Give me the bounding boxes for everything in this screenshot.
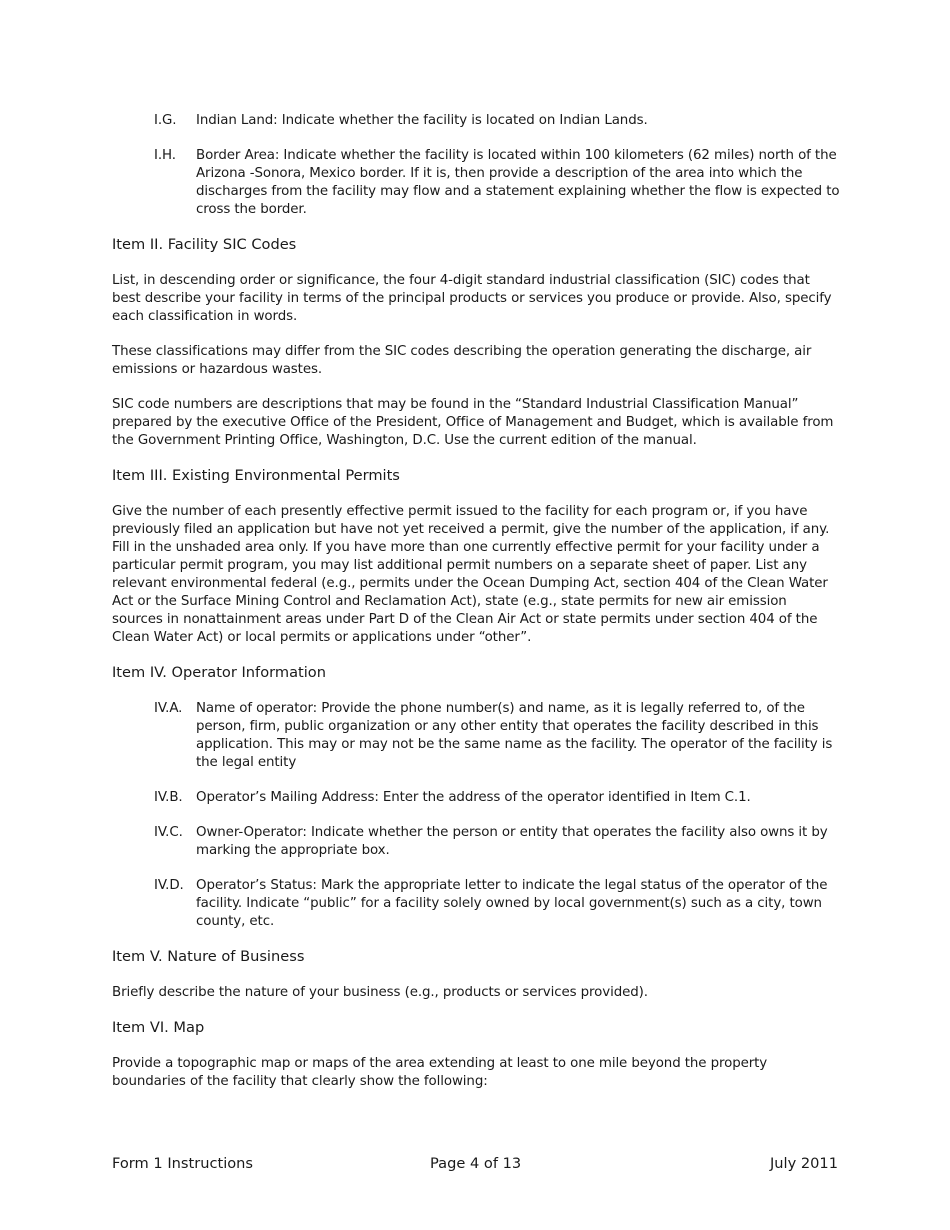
item-marker: I.H. [154,148,176,163]
item-text: Owner-Operator: Indicate whether the person or entity that operates the facility also owns it by marking the appropriate box. [196,825,828,858]
item-marker: IV.A. [154,701,183,716]
item-marker: IV.D. [154,878,184,893]
item-text: Border Area: Indicate whether the facility is located within 100 kilometers (62 miles) north of the Arizona -Sonora, Mexico border. If it is, then provide a description of the area into which the discharges from the facility may flow and a statement explaining whether the flow is expected to cross the border. [196,148,840,217]
section-heading-item-v: Item V. Nature of Business [112,948,305,965]
item-text: Operator’s Mailing Address: Enter the address of the operator identified in Item C.1. [196,790,751,805]
item-i-g [154,112,840,130]
paragraph: List, in descending order or significance, the four 4-digit standard industrial classification (SIC) codes that best describe your facility in terms of the principal products or services you produce or provide. Also, specify each classification in words. [112,273,832,324]
paragraph: SIC code numbers are descriptions that may be found in the “Standard Industrial Classification Manual” prepared by the executive Office of the President, Office of Management and Budget, which is available from the Government Printing Office, Washington, D.C. Use the current edition of the manual. [112,397,834,448]
paragraph: Give the number of each presently effective permit issued to the facility for each program or, if you have previously filed an application but have not yet received a permit, give the number of the application, if any. Fill in the unshaded area only. If you have more than one currently effective permit for your facility under a particular permit program, you may list additional permit numbers on a separate sheet of paper. List any relevant environmental federal (e.g., permits under the Ocean Dumping Act, section 404 of the Clean Water Act or the Surface Mining Control and Reclamation Act), state (e.g., state permits for new air emission sources in nonattainment areas under Part D of the Clean Air Act or state permits under section 404 of the Clean Water Act) or local permits or applications under “other”. [112,504,830,645]
item-iv-a [154,700,840,772]
item-iv-d [154,877,840,931]
item-text: Name of operator: Provide the phone number(s) and name, as it is legally referred to, of the person, firm, public organization or any other entity that operates the facility described in this application. This may or may not be the same name as the facility. The operator of the facility is the legal entity [196,701,833,770]
item-text: Operator’s Status: Mark the appropriate letter to indicate the legal status of the operator of the facility. Indicate “public” for a facility solely owned by local government(s) such as a city, town county, etc. [196,878,828,929]
item-iv-c [154,824,840,860]
paragraph: These classifications may differ from the SIC codes describing the operation generating the discharge, air emissions or hazardous wastes. [112,344,812,377]
section-heading-item-ii: Item II. Facility SIC Codes [112,236,297,253]
footer-date: July 2011 [769,1155,838,1172]
item-i-h [154,147,840,219]
footer-page-number: Page 4 of 13 [430,1155,522,1172]
footer-form-title: Form 1 Instructions [112,1155,254,1172]
paragraph: Briefly describe the nature of your business (e.g., products or services provided). [112,985,648,1000]
section-heading-item-iv: Item IV. Operator Information [112,664,326,681]
section-heading-item-iii: Item III. Existing Environmental Permits [112,467,400,484]
item-marker: IV.B. [154,790,183,805]
section-heading-item-vi: Item VI. Map [112,1019,205,1036]
paragraph: Provide a topographic map or maps of the area extending at least to one mile beyond the property boundaries of the facility that clearly show the following: [112,1056,768,1089]
item-marker: IV.C. [154,825,183,840]
item-text: Indian Land: Indicate whether the facility is located on Indian Lands. [196,113,648,128]
document-page [112,112,840,1108]
item-marker: I.G. [154,113,177,128]
item-iv-b [154,789,840,807]
